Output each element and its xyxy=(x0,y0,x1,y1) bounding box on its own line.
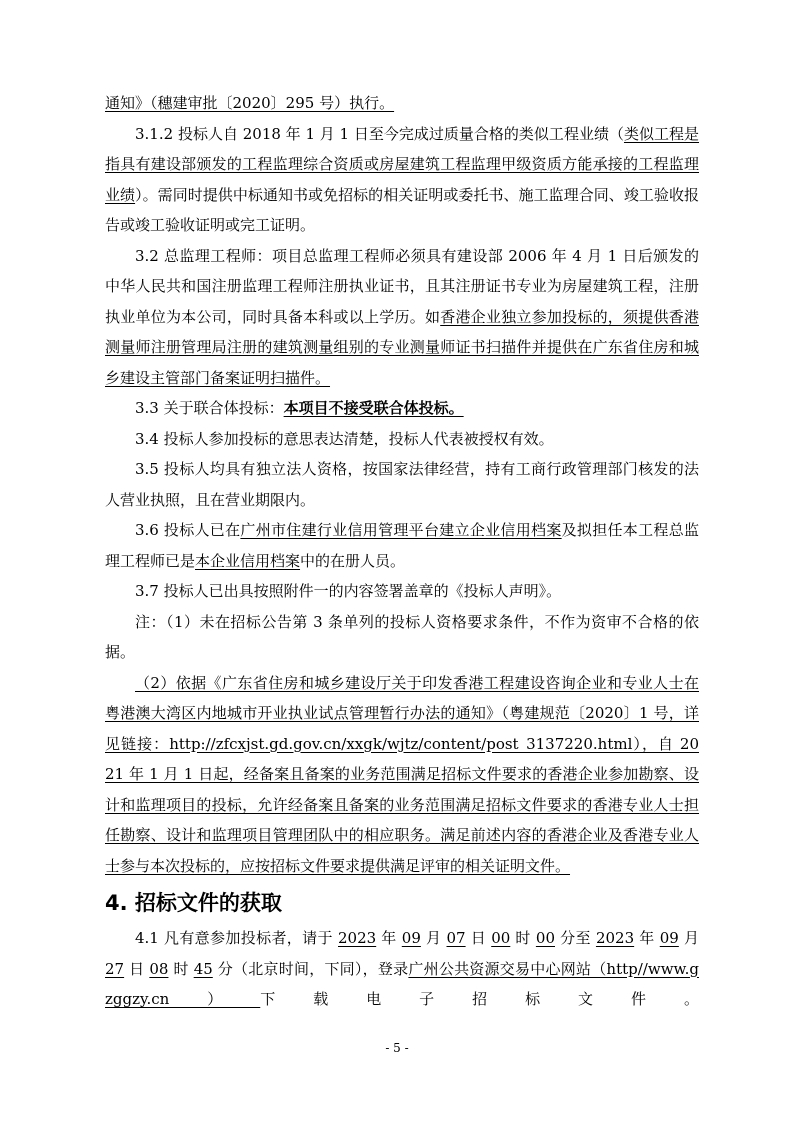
continued-text: 通知》（穗建审批〔2020〕295 号）执行。 xyxy=(105,94,395,112)
text: 日 xyxy=(124,959,150,978)
text: 4.1 凡有意参加投标者，请于 xyxy=(135,929,338,947)
end-hour: 08 xyxy=(149,959,169,978)
text: 月 xyxy=(420,929,447,947)
paragraph-3-5 xyxy=(105,454,699,515)
text: 3.3 关于联合体投标： xyxy=(135,399,284,417)
text: 分至 xyxy=(555,929,596,947)
underlined-text: （2）依据《广东省住房和城乡建设厅关于印发香港工程建设咨询企业和专业人士在粤港澳大湾区内地城市开业执业试点管理暂行办法的通知》（粤建规范〔2020〕1 号，详见链接：http://zfcxjst.gd.gov.cn/xxgk/wjtz/content/post_3137220.html），自 2021 年 1 月 1 日起，经备案且备案的业务范围满足招标文件要求的香港企业参加勘察、设计和监理项目的投标，允许经备案且备案的业务范围满足招标文件要求的香港专业人士担任勘察、设计和监理项目管理团队中的相应职务。满足前述内容的香港企业及香港专业人士参与本次投标的，应按招标文件要求提供满足评审的相关证明文件。 xyxy=(105,673,699,875)
end-month: 09 xyxy=(659,929,679,947)
start-month: 09 xyxy=(401,929,421,947)
note-2 xyxy=(105,668,699,882)
text: 3.1.2 投标人自 2018 年 1 月 1 日至今完成过质量合格的类似工程业绩（ xyxy=(135,124,624,143)
paragraph-3-3 xyxy=(105,393,699,424)
paragraph-continuation xyxy=(105,88,699,119)
end-minute: 45 xyxy=(193,959,213,978)
text: 时 xyxy=(168,959,194,978)
page-number: - 5 - xyxy=(385,1041,409,1055)
underlined-text: 本企业信用档案 xyxy=(195,551,301,570)
text: 及拟担任本工程总监理工程师已是 xyxy=(105,521,699,570)
underlined-text: 香港企业独立参加投标的，须提供香港测量师注册管理局注册的建筑测量组别的专业测量师证书扫描件并提供在广东省住房和城乡建设主管部门备案证明扫描件。 xyxy=(105,307,699,387)
note-1 xyxy=(105,607,699,668)
text: 时 xyxy=(510,929,536,947)
paragraph-4-1 xyxy=(105,923,699,1015)
text: 3.7 投标人已出具按照附件一的内容签署盖章的《投标人声明》。 xyxy=(135,582,562,600)
text: 3.2 总监理工程师：项目总监理工程师必须具有建设部 2006 年 4 月 1 日后颁发的中华人民共和国注册监理工程师注册执业证书，且其注册证书专业为房屋建筑工程，注册执业单位为本公司，同时具备本科或以上学历。如 xyxy=(105,246,699,326)
text: 3.4 投标人参加投标的意思表达清楚，投标人代表被授权有效。 xyxy=(135,429,554,448)
end-year: 2023 xyxy=(595,929,635,947)
underlined-text: 类似工程是指具有建设部颁发的工程监理综合资质或房屋建筑工程监理甲级资质方能承接的工程监理业绩 xyxy=(105,124,699,204)
text: 分（北京时间，下同），登录 xyxy=(212,959,409,978)
text: 3.6 投标人已在 xyxy=(135,521,241,539)
paragraph-3-2 xyxy=(105,241,699,394)
paragraph-3-7 xyxy=(105,576,699,607)
bold-underlined-text: 本项目不接受联合体投标。 xyxy=(283,399,464,417)
text: 中的在册人员。 xyxy=(300,551,406,570)
text: 年 xyxy=(634,929,660,947)
text: ）。需同时提供中标通知书或免招标的相关证明或委托书、施工监理合同、竣工验收报告或竣工验收证明或完工证明。 xyxy=(105,185,699,234)
start-day: 07 xyxy=(446,929,466,947)
section-title: 招标文件的获取 xyxy=(134,891,282,915)
website-link[interactable]: 广州公共资源交易中心网站（http//www.gzggzy.cn） xyxy=(105,959,699,1008)
end-day: 27 xyxy=(105,959,125,978)
paragraph-3-6 xyxy=(105,515,699,576)
text: 注：（1）未在招标公告第 3 条单列的投标人资格要求条件，不作为资审不合格的依据。 xyxy=(105,612,699,661)
text: 下载电子招标文件。 xyxy=(260,990,699,1008)
paragraph-3-1-2 xyxy=(105,119,699,241)
paragraph-3-4 xyxy=(105,424,699,455)
underlined-text: 广州市住建行业信用管理平台建立企业信用档案 xyxy=(240,521,562,539)
start-year: 2023 xyxy=(338,929,377,947)
text: 3.5 投标人均具有独立法人资格，按国家法律经营，持有工商行政管理部门核发的法人营业执照，且在营业期限内。 xyxy=(105,460,699,509)
start-minute: 00 xyxy=(535,929,555,947)
section-heading xyxy=(105,883,699,923)
page-content xyxy=(105,88,699,1015)
text: 日 xyxy=(465,929,492,947)
start-hour: 00 xyxy=(491,929,511,947)
section-number: 4. xyxy=(105,891,128,915)
text: 年 xyxy=(376,929,402,947)
text: 月 xyxy=(678,929,699,947)
